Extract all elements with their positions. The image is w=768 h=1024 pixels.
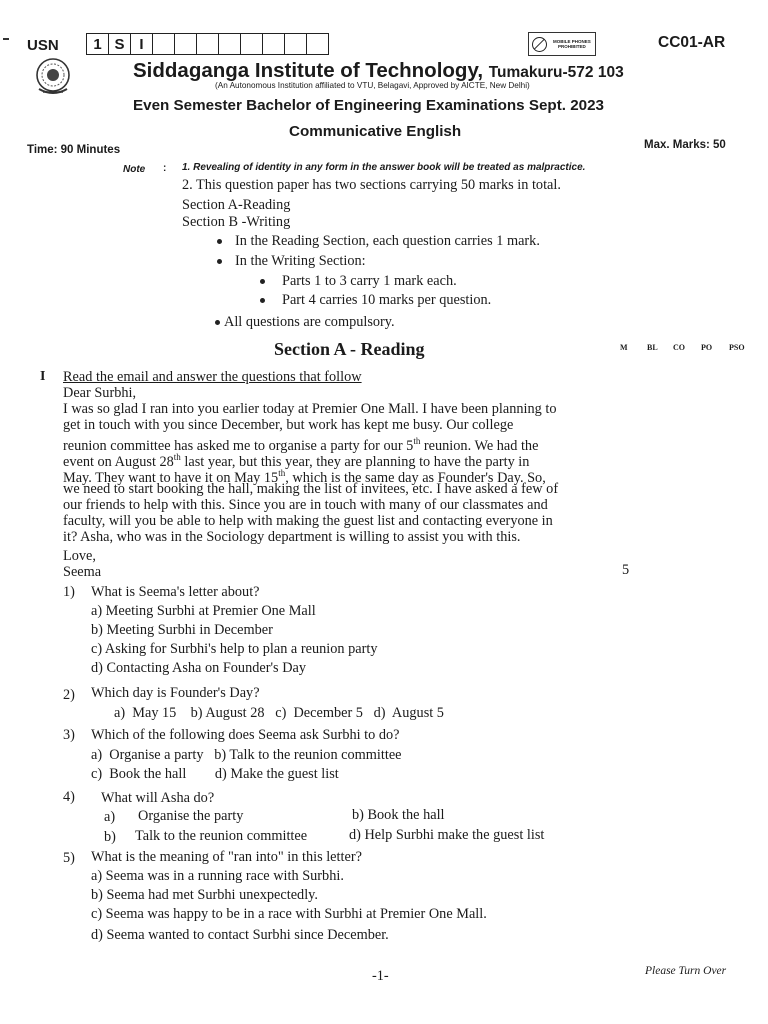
usn-label: USN [27, 37, 59, 54]
option: d) Contacting Asha on Founder's Day [91, 660, 307, 676]
option: c) Seema was happy to be in a race with Surbhi at Premier One Mall. [91, 906, 487, 922]
email-line: Seema [63, 564, 102, 580]
margin-mark [3, 38, 9, 40]
col-header-m: M [620, 343, 628, 352]
email-line: I was so glad I ran into you earlier today at Premier One Mall. I have been planning to [63, 401, 557, 417]
col-header-po: PO [701, 343, 713, 352]
option: Talk to the reunion committee [135, 828, 308, 844]
no-phone-icon [532, 37, 547, 52]
email-line: it? Asha, who was in the Sociology department is willing to assist you with this. [63, 529, 521, 545]
question-text: What will Asha do? [101, 790, 215, 806]
option-label: a) [104, 809, 116, 825]
col-header-bl: BL [647, 343, 658, 352]
email-line: faculty, will you be able to help with making the guest list and contacting everyone in [63, 513, 553, 529]
question-number: 1) [63, 584, 75, 600]
usn-box [152, 33, 175, 55]
email-line: Dear Surbhi, [63, 385, 137, 401]
question-number: 2) [63, 687, 75, 703]
question-number: I [40, 369, 46, 384]
email-line: we need to start booking the hall, making the list of invitees, etc. I have asked a few of [63, 481, 559, 497]
institute-logo [34, 57, 72, 97]
note-bullet-1: In the Reading Section, each question carries 1 mark. [235, 233, 540, 249]
option: a) Meeting Surbhi at Premier One Mall [91, 603, 316, 619]
please-turn-over: Please Turn Over [645, 965, 727, 977]
option: b) Book the hall [352, 807, 445, 823]
question-number: 4) [63, 789, 75, 805]
usn-box [306, 33, 329, 55]
usn-box [262, 33, 285, 55]
note-line-3: Section A-Reading [182, 197, 291, 213]
col-header-pso: PSO [729, 343, 745, 352]
paper-code: CC01-AR [658, 34, 726, 51]
usn-box [284, 33, 307, 55]
option: d) Seema wanted to contact Surbhi since December. [91, 927, 389, 943]
question-number: 5) [63, 850, 75, 866]
option: d) Help Surbhi make the guest list [349, 827, 545, 843]
instruction: Read the email and answer the questions that follow [63, 369, 362, 385]
question-text: Which of the following does Seema ask Surbhi to do? [91, 727, 400, 743]
bullet-icon [217, 239, 222, 244]
question-text: What is the meaning of "ran into" in this letter? [91, 849, 362, 865]
usn-box: S [108, 33, 131, 55]
email-line: get in touch with you since December, but work has kept me busy. Our college [63, 417, 514, 433]
option: b) Meeting Surbhi in December [91, 622, 273, 638]
bullet-icon [260, 279, 265, 284]
option: b) Seema had met Surbhi unexpectedly. [91, 887, 318, 903]
question-number: 3) [63, 727, 75, 743]
note-colon: : [163, 163, 167, 174]
note-line-2: 2. This question paper has two sections carrying 50 marks in total. [182, 177, 561, 193]
note-line-1: 1. Revealing of identity in any form in the answer book will be treated as malpractice. [182, 162, 586, 173]
bullet-icon [215, 320, 220, 325]
option: a) Seema was in a running race with Surbhi. [91, 868, 344, 884]
note-sub-1: Parts 1 to 3 carry 1 mark each. [282, 273, 457, 289]
subject-title: Communicative English [289, 123, 462, 140]
option: a) May 15 b) August 28 c) December 5 d) August 5 [114, 705, 444, 721]
option: a) Organise a party b) Talk to the reunion committee [91, 747, 402, 763]
affiliation: (An Autonomous Institution affiliated to VTU, Belagavi, Approved by AICTE, New Delhi) [215, 81, 530, 90]
email-line: reunion committee has asked me to organise a party for our 5th reunion. We had the [63, 436, 539, 454]
exam-title: Even Semester Bachelor of Engineering Examinations Sept. 2023 [133, 97, 604, 114]
usn-box [196, 33, 219, 55]
col-header-co: CO [673, 343, 685, 352]
bullet-icon [260, 298, 265, 303]
usn-box [218, 33, 241, 55]
max-marks: Max. Marks: 50 [644, 139, 726, 151]
email-line: Love, [63, 548, 96, 564]
mobile-phones-prohibited-notice: MOBILE PHONES PROHIBITED [528, 32, 596, 56]
bullet-icon [217, 259, 222, 264]
section-a-title: Section A - Reading [274, 339, 425, 359]
usn-box: 1 [86, 33, 109, 55]
email-line: event on August 28th last year, but this year, they are planning to have the party in [63, 452, 530, 470]
option-label: b) [104, 829, 116, 845]
email-line: May. They want to have it on May 15th, which is the same day as Founder's Day. So, [63, 468, 546, 486]
note-bullet-3: All questions are compulsory. [224, 314, 395, 330]
note-line-4: Section B -Writing [182, 214, 291, 230]
institute-name: Siddaganga Institute of Technology, Tumakuru-572 103 [133, 59, 624, 82]
option: c) Asking for Surbhi's help to plan a reunion party [91, 641, 378, 657]
option: Organise the party [138, 808, 244, 824]
usn-box [174, 33, 197, 55]
usn-box [240, 33, 263, 55]
question-text: What is Seema's letter about? [91, 584, 260, 600]
note-sub-2: Part 4 carries 10 marks per question. [282, 292, 492, 308]
page-number: -1- [372, 968, 389, 984]
usn-box: I [130, 33, 153, 55]
marks-value: 5 [622, 562, 630, 578]
usn-boxes [87, 33, 329, 55]
question-text: Which day is Founder's Day? [91, 685, 260, 701]
email-line: our friends to help with this. Since you are in touch with many of our classmates and [63, 497, 548, 513]
option: c) Book the hall d) Make the guest list [91, 766, 339, 782]
note-bullet-2: In the Writing Section: [235, 253, 366, 269]
time-allowed: Time: 90 Minutes [27, 144, 121, 156]
note-label: Note [123, 164, 146, 175]
